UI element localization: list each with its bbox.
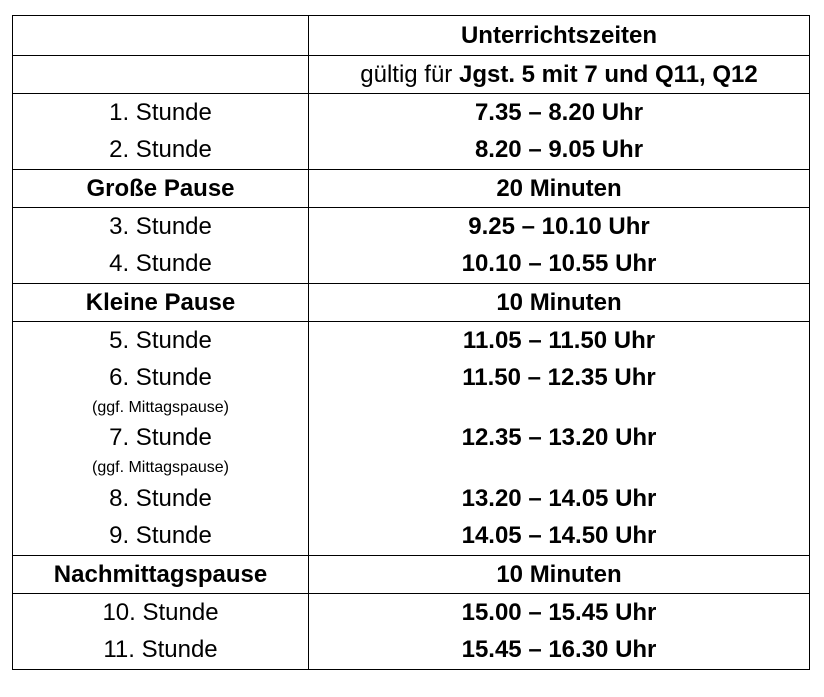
period-time: 9.25 – 10.10 Uhr bbox=[309, 208, 810, 246]
table-title: Unterrichtszeiten bbox=[309, 16, 810, 56]
empty-header-cell bbox=[13, 56, 309, 94]
table-row bbox=[13, 420, 810, 456]
table-row bbox=[13, 360, 810, 396]
period-time: 12.35 – 13.20 Uhr bbox=[309, 420, 810, 456]
period-label: 7. Stunde bbox=[13, 420, 309, 456]
break-label: Große Pause bbox=[13, 170, 309, 208]
period-time: 13.20 – 14.05 Uhr bbox=[309, 480, 810, 518]
period-note: (ggf. Mittagspause) bbox=[13, 456, 309, 480]
table-row bbox=[13, 322, 810, 360]
break-duration: 10 Minuten bbox=[309, 284, 810, 322]
break-label: Nachmittagspause bbox=[13, 556, 309, 594]
period-time: 11.50 – 12.35 Uhr bbox=[309, 360, 810, 396]
table-row bbox=[13, 208, 810, 246]
period-label: 6. Stunde bbox=[13, 360, 309, 396]
period-label: 1. Stunde bbox=[13, 94, 309, 132]
table-row bbox=[13, 480, 810, 518]
table-row bbox=[13, 94, 810, 132]
empty-header-cell bbox=[13, 16, 309, 56]
break-duration: 20 Minuten bbox=[309, 170, 810, 208]
table-row bbox=[13, 132, 810, 170]
break-row bbox=[13, 170, 810, 208]
period-note: (ggf. Mittagspause) bbox=[13, 396, 309, 420]
validity-prefix: gültig für bbox=[360, 60, 459, 88]
break-row bbox=[13, 284, 810, 322]
table-row bbox=[13, 632, 810, 670]
period-time: 7.35 – 8.20 Uhr bbox=[309, 94, 810, 132]
period-label: 3. Stunde bbox=[13, 208, 309, 246]
period-time: 14.05 – 14.50 Uhr bbox=[309, 518, 810, 556]
note-row bbox=[13, 396, 810, 420]
period-time: 11.05 – 11.50 Uhr bbox=[309, 322, 810, 360]
period-label: 5. Stunde bbox=[13, 322, 309, 360]
break-label: Kleine Pause bbox=[13, 284, 309, 322]
table-row bbox=[13, 594, 810, 632]
schedule-table bbox=[12, 15, 810, 670]
validity-row bbox=[13, 56, 810, 94]
validity-groups: Jgst. 5 mit 7 und Q11, Q12 bbox=[458, 60, 758, 88]
period-label: 10. Stunde bbox=[13, 594, 309, 632]
period-time: 8.20 – 9.05 Uhr bbox=[309, 132, 810, 170]
break-row bbox=[13, 556, 810, 594]
validity-cell bbox=[309, 56, 810, 94]
period-label: 4. Stunde bbox=[13, 246, 309, 284]
period-time: 10.10 – 10.55 Uhr bbox=[309, 246, 810, 284]
table-row bbox=[13, 518, 810, 556]
period-label: 2. Stunde bbox=[13, 132, 309, 170]
empty-cell bbox=[309, 456, 810, 480]
header-row bbox=[13, 16, 810, 56]
period-label: 8. Stunde bbox=[13, 480, 309, 518]
period-time: 15.00 – 15.45 Uhr bbox=[309, 594, 810, 632]
period-time: 15.45 – 16.30 Uhr bbox=[309, 632, 810, 670]
break-duration: 10 Minuten bbox=[309, 556, 810, 594]
table-row bbox=[13, 246, 810, 284]
period-label: 9. Stunde bbox=[13, 518, 309, 556]
period-label: 11. Stunde bbox=[13, 632, 309, 670]
note-row bbox=[13, 456, 810, 480]
empty-cell bbox=[309, 396, 810, 420]
